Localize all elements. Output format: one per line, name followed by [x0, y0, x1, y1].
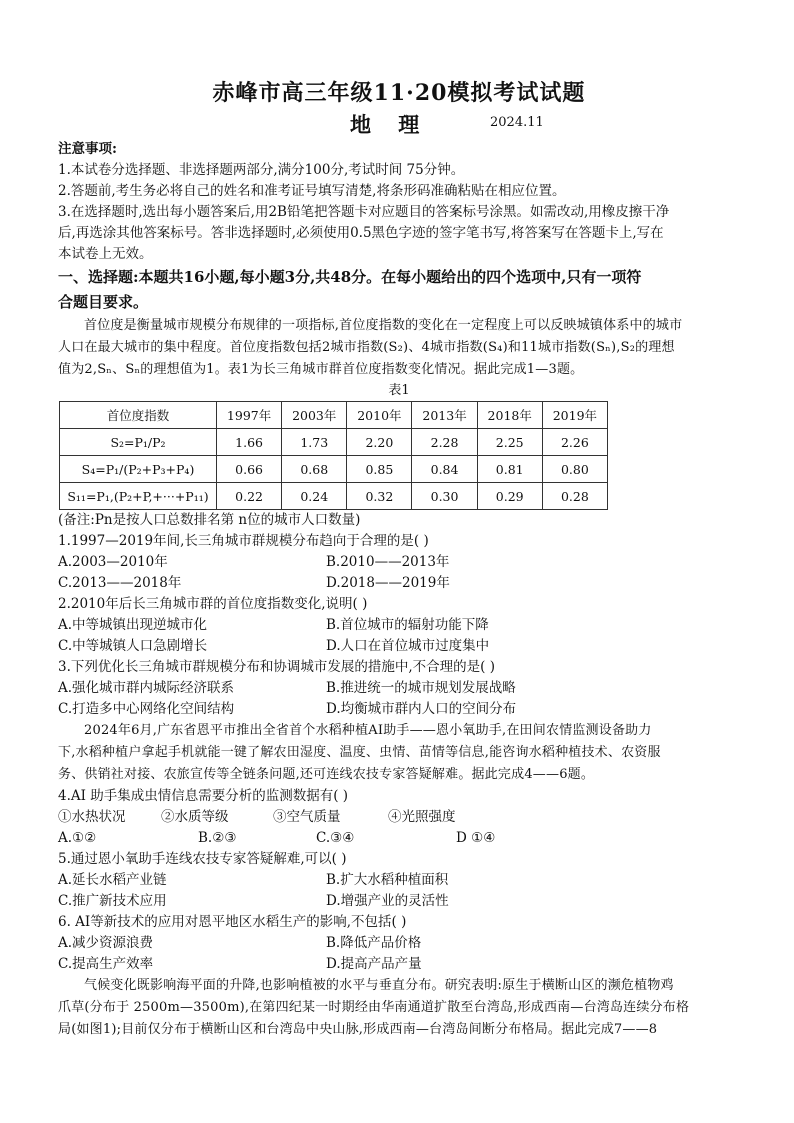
option-b: B.扩大水稻种植面积	[326, 872, 449, 888]
question-stem: 5.通过恩小氧助手连线农技专家答疑解难,可以( )	[58, 851, 347, 867]
table-cell: 0.85	[347, 456, 412, 483]
table-cell: 0.22	[217, 483, 282, 510]
passage-line: 首位度是衡量城市规模分布规律的一项指标,首位度指数的变化在一定程度上可以反映城镇体系中的城市	[84, 318, 683, 333]
table-header-cell: 2013年	[412, 402, 477, 429]
option-c: C.推广新技术应用	[58, 893, 167, 909]
passage-line: 局(如图1);目前仅分布于横断山区和台湾岛中央山脉,形成西南—台湾岛间断分布格局。据此完成7——8	[58, 1022, 658, 1037]
item-2: ②水质等级	[161, 809, 229, 825]
subject-row	[58, 109, 740, 139]
table-cell: 0.66	[217, 456, 282, 483]
table-cell: 0.30	[412, 483, 477, 510]
table-cell: 0.24	[282, 483, 347, 510]
table-caption: 表1	[388, 383, 410, 398]
option-d: D.提高产品产量	[326, 956, 422, 972]
passage-line: 值为2,Sₙ、Sₙ的理想值为1。表1为长三角城市群首位度指数变化情况。据此完成1—3题。	[58, 362, 584, 377]
option-b: B.首位城市的辐射功能下降	[326, 617, 489, 633]
item-1: ①水热状况	[58, 809, 126, 825]
table-header-cell: 2003年	[282, 402, 347, 429]
option-row	[58, 954, 740, 975]
option-d: D.增强产业的灵活性	[326, 893, 449, 909]
option-a: A.①②	[58, 830, 97, 846]
item-row	[58, 807, 740, 828]
question-stem: 1.1997—2019年间,长三角城市群规模分布趋向于合理的是( )	[58, 533, 429, 549]
table-cell: 2.28	[412, 429, 477, 456]
table-cell: 1.73	[282, 429, 347, 456]
section-heading: 合题目要求。	[58, 293, 149, 311]
option-row	[58, 678, 740, 699]
notice-item: 3.在选择题时,选出每小题答案后,用2B铅笔把答题卡对应题目的答案标号涂黑。如需改动,用橡皮擦干净	[58, 204, 670, 220]
table-cell: 2.26	[542, 429, 607, 456]
option-row	[58, 552, 740, 573]
option-b: B.推进统一的城市规划发展战略	[326, 680, 516, 696]
notice-item: 1.本试卷分选择题、非选择题两部分,满分100分,考试时间 75分钟。	[58, 162, 465, 178]
question-stem: 6. AI等新技术的应用对恩平地区水稻生产的影响,不包括( )	[58, 914, 407, 930]
option-row	[58, 933, 740, 954]
notice-item: 后,再选涂其他答案标号。答非选择题时,必须使用0.5黑色字迹的签字笔书写,将答案写在答题卡上,写在	[58, 225, 664, 241]
question-stem: 3.下列优化长三角城市群规模分布和协调城市发展的措施中,不合理的是( )	[58, 659, 495, 675]
table-row	[60, 483, 608, 510]
option-c: C.③④	[316, 830, 355, 846]
table-cell: 0.68	[282, 456, 347, 483]
option-a: A.延长水稻产业链	[58, 872, 167, 888]
table-cell: 1.66	[217, 429, 282, 456]
notice-item: 2.答题前,考生务必将自己的姓名和准考证号填写清楚,将条形码准确粘贴在相应位置。	[58, 183, 566, 199]
passage-line: 气候变化既影响海平面的升降,也影响植被的水平与垂直分布。研究表明:原生于横断山区的濒危植物鸡	[84, 978, 674, 993]
option-c: C.2013——2018年	[58, 575, 182, 591]
table-cell: 0.81	[477, 456, 542, 483]
option-d: D.2018——2019年	[326, 575, 450, 591]
passage-line: 爪草(分布于 2500m—3500m),在第四纪某一时期经由华南通道扩散至台湾岛,形成西南—台湾岛连续分布格	[58, 1000, 690, 1015]
table-note: (备注:Pn是按人口总数排名第 n位的城市人口数量)	[58, 512, 361, 528]
table-cell: 0.84	[412, 456, 477, 483]
option-row	[58, 636, 740, 657]
primacy-index-table	[59, 401, 608, 510]
option-row	[58, 828, 740, 849]
option-b: B.②③	[198, 830, 237, 846]
option-c: C.中等城镇人口急剧增长	[58, 638, 208, 654]
table-row	[60, 456, 608, 483]
option-row	[58, 891, 740, 912]
item-4: ④光照强度	[388, 809, 456, 825]
exam-date: 2024.11	[490, 115, 544, 130]
table-header-cell: 首位度指数	[60, 402, 217, 429]
table-cell: 0.29	[477, 483, 542, 510]
table-header-cell: 2010年	[347, 402, 412, 429]
option-b: B.2010——2013年	[326, 554, 450, 570]
option-a: A.中等城镇出现逆城市化	[58, 617, 208, 633]
option-c: C.打造多中心网络化空间结构	[58, 701, 235, 717]
subject-name: 地 理	[350, 112, 430, 137]
option-a: A.减少资源浪费	[58, 935, 154, 951]
table-cell: 2.20	[347, 429, 412, 456]
table-cell: 0.32	[347, 483, 412, 510]
notice-heading: 注意事项:	[58, 141, 117, 157]
exam-page	[58, 72, 740, 1041]
option-row	[58, 573, 740, 594]
passage-line: 人口在最大城市的集中程度。首位度指数包括2城市指数(S₂)、4城市指数(S₄)和11城市指数(Sₙ),S₂的理想	[58, 340, 675, 355]
option-d: D.人口在首位城市过度集中	[326, 638, 490, 654]
table-header-row	[60, 402, 608, 429]
option-d: D.均衡城市群内人口的空间分布	[326, 701, 517, 717]
option-row	[58, 699, 740, 720]
table-cell: S₂=P₁/P₂	[60, 429, 217, 456]
table-header-cell: 2019年	[542, 402, 607, 429]
option-b: B.降低产品价格	[326, 935, 422, 951]
option-row	[58, 615, 740, 636]
option-c: C.提高生产效率	[58, 956, 154, 972]
option-row	[58, 870, 740, 891]
option-d: D ①④	[456, 830, 496, 846]
table-header-cell: 1997年	[217, 402, 282, 429]
passage-line: 2024年6月,广东省恩平市推出全省首个水稻种植AI助手——恩小氧助手,在田间农情监测设备助力	[84, 723, 652, 738]
table-cell: S₄=P₁/(P₂+P₃+P₄)	[60, 456, 217, 483]
passage-line: 下,水稻种植户拿起手机就能一键了解农田湿度、温度、虫情、苗情等信息,能咨询水稻种植技术、农资服	[58, 745, 661, 760]
question-stem: 2.2010年后长三角城市群的首位度指数变化,说明( )	[58, 596, 368, 612]
question-stem: 4.AI 助手集成虫情信息需要分析的监测数据有( )	[58, 788, 349, 804]
notice-item: 本试卷上无效。	[58, 246, 153, 262]
section-heading: 一、选择题:本题共16小题,每小题3分,共48分。在每小题给出的四个选项中,只有一项符	[58, 268, 642, 286]
table-row	[60, 429, 608, 456]
exam-title: 赤峰市高三年级11·20模拟考试试题	[212, 80, 586, 106]
table-cell: 2.25	[477, 429, 542, 456]
table-cell: 0.80	[542, 456, 607, 483]
option-a: A.强化城市群内城际经济联系	[58, 680, 235, 696]
table-cell: 0.28	[542, 483, 607, 510]
table-header-cell: 2018年	[477, 402, 542, 429]
table-cell: S₁₁=P₁,(P₂+P,+···+P₁₁)	[60, 483, 217, 510]
item-3: ③空气质量	[273, 809, 341, 825]
option-a: A.2003—2010年	[58, 554, 168, 570]
passage-line: 务、供销社对接、农旅宣传等全链条问题,还可连线农技专家答疑解难。据此完成4——6题。	[58, 767, 595, 782]
